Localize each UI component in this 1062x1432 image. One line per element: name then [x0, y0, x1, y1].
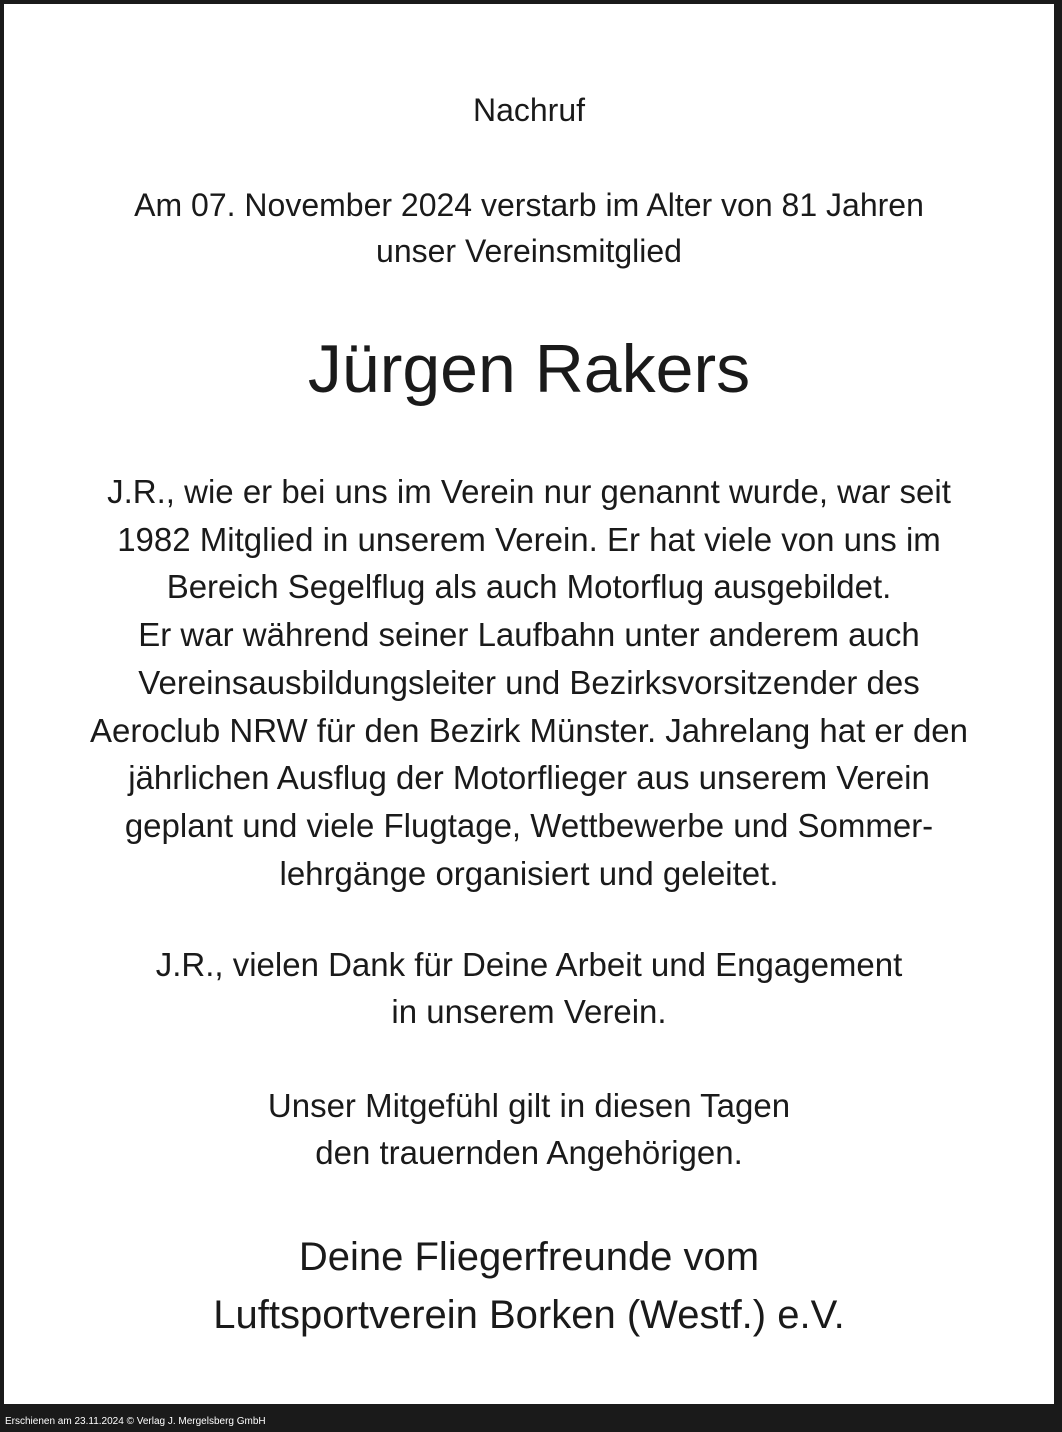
death-announcement — [4, 182, 1054, 274]
signature-block — [4, 1228, 1054, 1344]
thanks-paragraph — [4, 941, 1054, 1035]
tribute-line: J.R., wie er bei uns im Verein nur genannt wurde, war seit — [107, 473, 951, 510]
tribute-line: Vereinsausbildungsleiter und Bezirksvorsitzender des — [138, 663, 920, 701]
tribute-line: Bereich Segelflug als auch Motorflug ausgebildet. — [166, 568, 892, 606]
tribute-line: 1982 Mitglied in unserem Verein. Er hat viele von uns im — [117, 520, 941, 558]
publication-footer: Erschienen am 23.11.2024 © Verlag J. Mergelsberg GmbH — [5, 1416, 266, 1427]
obituary-notice — [4, 4, 1054, 1404]
tribute-paragraph — [4, 468, 1054, 897]
notice-heading: Nachruf — [472, 92, 586, 128]
tribute-line: jährlichen Ausflug der Motorflieger aus unserem Verein — [128, 759, 930, 797]
sympathy-line: Unser Mitgefühl gilt in diesen Tagen — [267, 1087, 791, 1124]
signature-line: Luftsportverein Borken (Westf.) e.V. — [213, 1293, 845, 1337]
tribute-line: geplant und viele Flugtage, Wettbewerbe und Sommer- — [124, 806, 934, 844]
tribute-line: Aeroclub NRW für den Bezirk Münster. Jahrelang hat er den — [90, 711, 968, 749]
sympathy-line: den trauernden Angehörigen. — [315, 1134, 743, 1171]
tribute-line: Er war während seiner Laufbahn unter anderem auch — [138, 616, 920, 654]
announcement-line: unser Vereinsmitglied — [376, 233, 682, 269]
thanks-line: J.R., vielen Dank für Deine Arbeit und Engagement — [155, 946, 903, 983]
deceased-name: Jürgen Rakers — [307, 331, 751, 407]
signature-line: Deine Fliegerfreunde vom — [298, 1235, 760, 1279]
sympathy-paragraph — [4, 1082, 1054, 1176]
thanks-line: in unserem Verein. — [391, 993, 667, 1030]
tribute-line: lehrgänge organisiert und geleitet. — [279, 854, 779, 892]
announcement-line: Am 07. November 2024 verstarb im Alter von 81 Jahren — [134, 187, 924, 223]
